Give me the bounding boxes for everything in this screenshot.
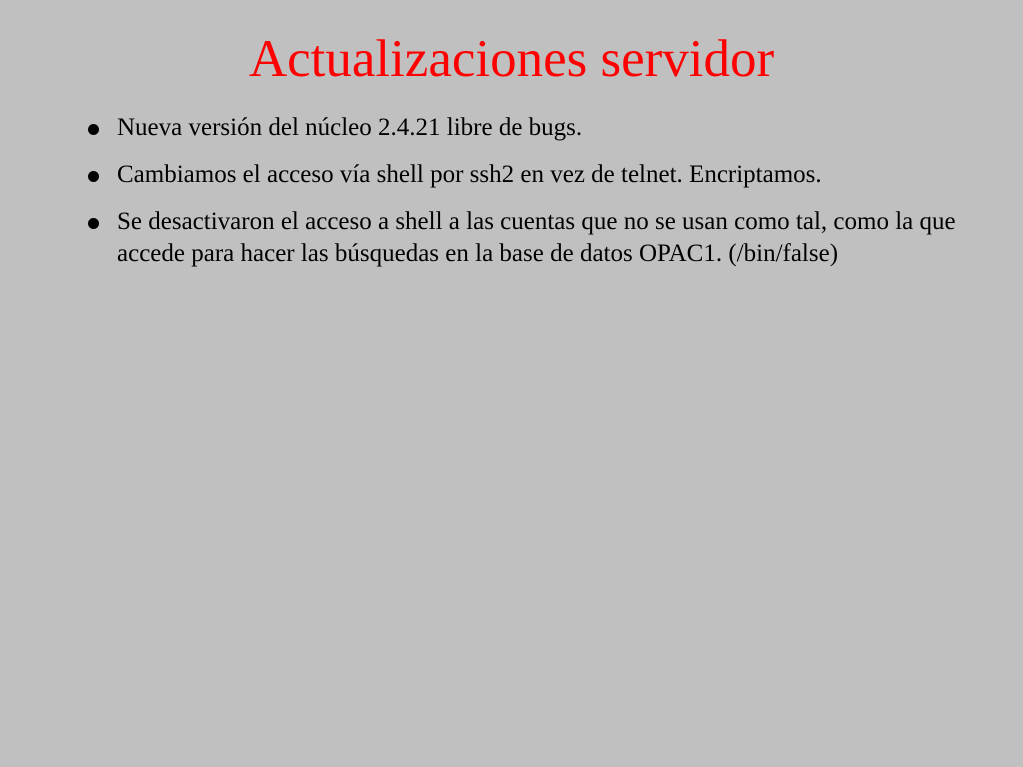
bullet-text: Se desactivaron el acceso a shell a las cuentas que no se usan como tal, como la que accede para hacer las búsquedas en la base de datos OPAC1. (/bin/false) bbox=[117, 208, 956, 267]
bullet-text: Nueva versión del núcleo 2.4.21 libre de bugs. bbox=[117, 114, 583, 141]
bullet-icon bbox=[88, 218, 99, 229]
slide-title: Actualizaciones servidor bbox=[248, 30, 775, 88]
bullet-list bbox=[86, 112, 986, 285]
bullet-item bbox=[86, 112, 986, 144]
bullet-item bbox=[86, 206, 986, 270]
bullet-icon bbox=[88, 124, 99, 135]
bullet-item bbox=[86, 159, 986, 191]
bullet-icon bbox=[88, 171, 99, 182]
bullet-text: Cambiamos el acceso vía shell por ssh2 en vez de telnet. Encriptamos. bbox=[117, 161, 822, 188]
